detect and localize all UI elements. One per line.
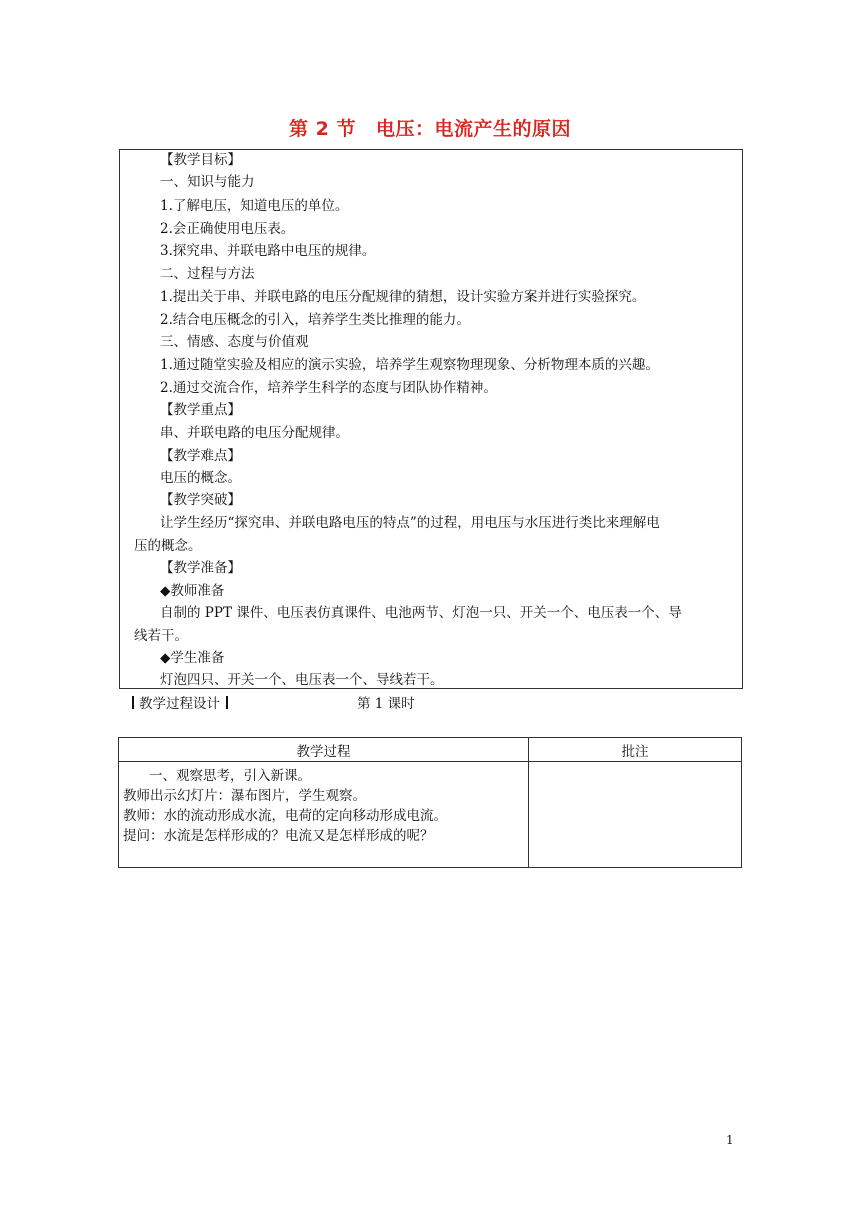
key-point-text: 串、并联电路的电压分配规律。 (160, 425, 349, 441)
teacher-prep-heading: ◆教师准备 (160, 583, 225, 599)
process-heading: 二、过程与方法 (160, 266, 255, 282)
process-line: 提问：水流是怎样形成的？电流又是怎样形成的呢？ (123, 828, 434, 844)
process-cell (119, 762, 529, 868)
breakthrough-heading: 【教学突破】 (160, 492, 241, 508)
page-number: 1 (726, 1133, 734, 1147)
process-line: 教师出示幻灯片：瀑布图片，学生观察。 (123, 788, 366, 804)
student-prep-heading: ◆学生准备 (160, 650, 225, 666)
student-prep-text: 灯泡四只、开关一个、电压表一个、导线若干。 (160, 672, 444, 688)
preparation-heading: 【教学准备】 (160, 560, 241, 576)
knowledge-item: 2.会正确使用电压表。 (160, 221, 295, 237)
title-topic: 电压：电流产生的原因 (375, 118, 571, 140)
notes-cell (529, 762, 742, 868)
process-table (118, 737, 742, 868)
design-label (132, 695, 228, 713)
knowledge-item: 3.探究串、并联电路中电压的规律。 (160, 243, 376, 259)
knowledge-item: 1.了解电压，知道电压的单位。 (160, 198, 349, 214)
emotion-heading: 三、情感、态度与价值观 (160, 334, 309, 350)
breakthrough-text: 让学生经历“探究串、并联电路电压的特点”的过程，用电压与水压进行类比来理解电 (160, 515, 660, 531)
process-column-header: 教学过程 (119, 738, 529, 762)
key-point-heading: 【教学重点】 (160, 402, 241, 418)
process-line: 教师：水的流动形成水流，电荷的定向移动形成电流。 (123, 808, 447, 824)
process-item: 2.结合电压概念的引入，培养学生类比推理的能力。 (160, 312, 470, 328)
lesson-number: 第 1 课时 (357, 696, 415, 712)
teacher-prep-text-cont: 线若干。 (134, 628, 188, 644)
process-item: 1.提出关于串、并联电路的电压分配规律的猜想，设计实验方案并进行实验探究。 (160, 289, 646, 305)
page-title (0, 114, 860, 141)
title-section: 第 2 节 (289, 118, 356, 140)
difficulty-heading: 【教学难点】 (160, 448, 241, 464)
breakthrough-text-cont: 压的概念。 (134, 538, 202, 554)
emotion-item: 1.通过随堂实验及相应的演示实验，培养学生观察物理现象、分析物理本质的兴趣。 (160, 357, 659, 373)
emotion-item: 2.通过交流合作，培养学生科学的态度与团队协作精神。 (160, 380, 497, 396)
process-line: 一、观察思考，引入新课。 (149, 768, 311, 784)
difficulty-text: 电压的概念。 (160, 470, 241, 486)
notes-column-header: 批注 (529, 738, 742, 762)
teacher-prep-text: 自制的 PPT 课件、电压表仿真课件、电池两节、灯泡一只、开关一个、电压表一个、导 (160, 605, 682, 621)
knowledge-heading: 一、知识与能力 (160, 174, 255, 190)
design-label-text: 教学过程设计 (139, 696, 220, 712)
objectives-heading: 【教学目标】 (160, 152, 241, 168)
